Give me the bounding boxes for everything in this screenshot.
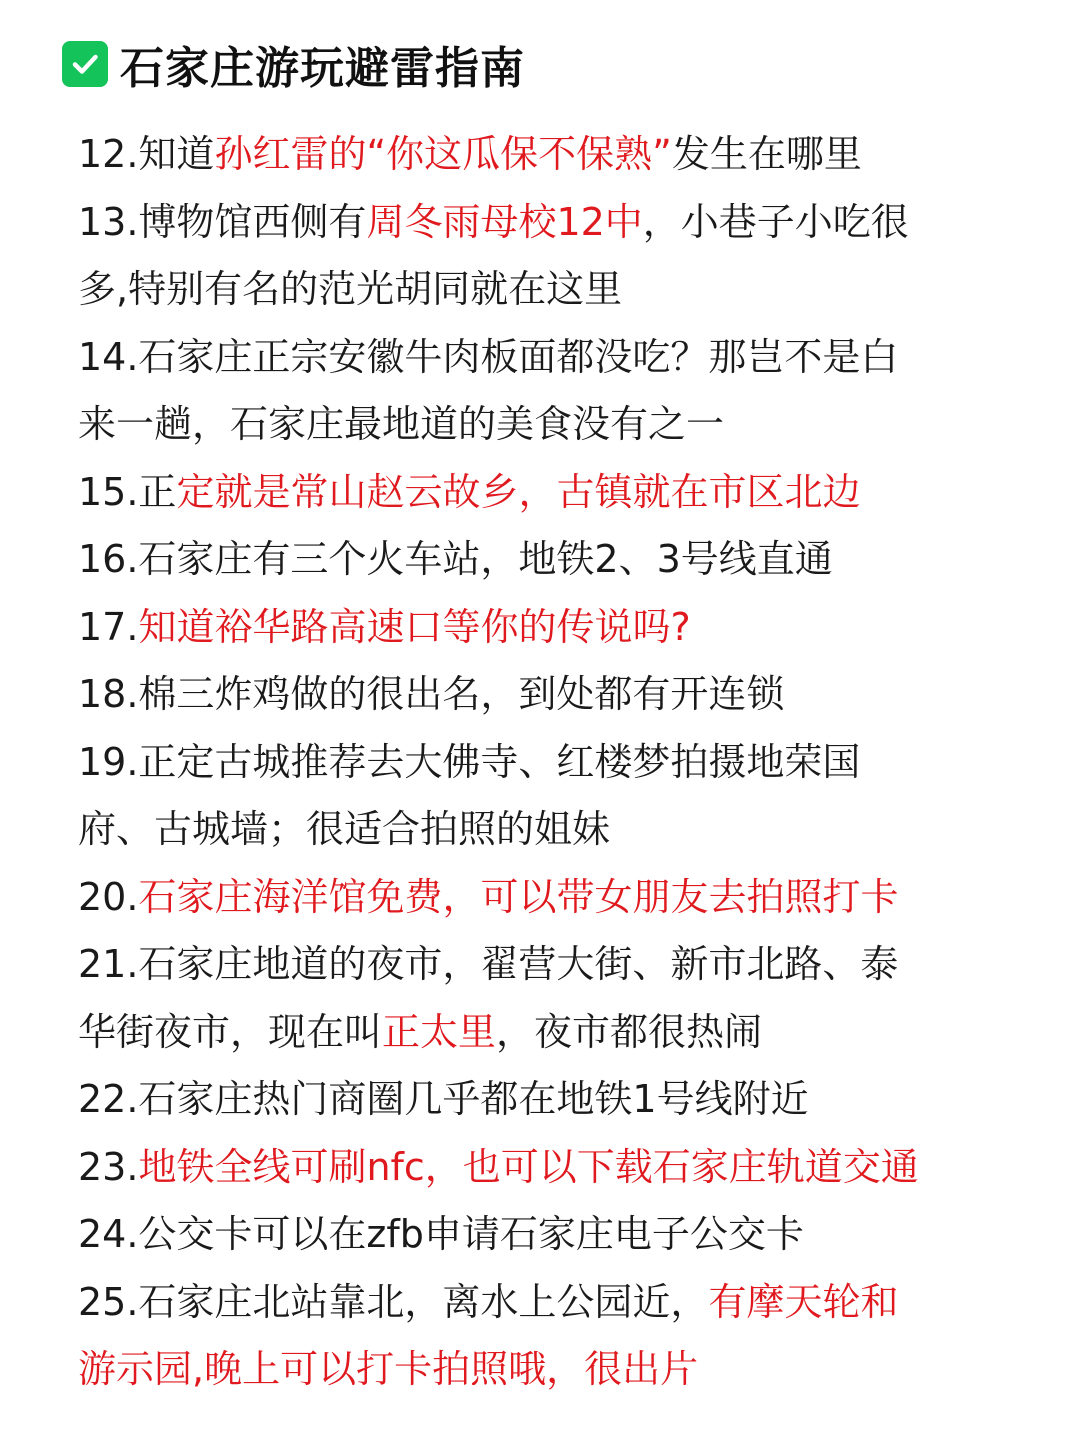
highlighted-text: 地铁全线可刷nfc，也可以下载石家庄轨道交通 xyxy=(138,1144,919,1189)
tip-line xyxy=(78,459,1013,527)
tip-text: 府、古城墙；很适合拍照的姐妹 xyxy=(78,807,611,851)
tip-text: 13.博物馆西侧有 xyxy=(78,199,367,244)
tip-line xyxy=(78,1269,1013,1337)
tip-text: ，小巷子小吃很 xyxy=(642,199,909,244)
tip-text: 发生在哪里 xyxy=(671,132,862,176)
tip-text: 20. xyxy=(78,874,139,919)
tip-line xyxy=(78,1201,1013,1269)
tip-text: 来一趟，石家庄最地道的美食没有之一 xyxy=(78,402,725,446)
tip-text: 23. xyxy=(78,1144,139,1189)
tip-text: 21.石家庄地道的夜市，翟营大街、新市北路、泰 xyxy=(78,942,899,986)
page-header xyxy=(62,34,525,94)
tip-line xyxy=(78,661,1013,729)
tip-line xyxy=(78,256,1013,324)
tip-text: 17. xyxy=(78,604,139,649)
tips-list xyxy=(78,121,1013,1404)
tip-text: 22.石家庄热门商圈几乎都在地铁1号线附近 xyxy=(78,1077,809,1121)
tip-text: 16.石家庄有三个火车站，地铁2、3号线直通 xyxy=(78,537,833,581)
tip-text: 12.知道 xyxy=(78,132,215,176)
tip-text: 华街夜市，现在叫 xyxy=(78,1009,383,1054)
tip-line xyxy=(78,931,1013,999)
highlighted-text: 石家庄海洋馆免费，可以带女朋友去拍照打卡 xyxy=(138,874,899,919)
highlighted-text: 正太里 xyxy=(382,1009,497,1054)
tip-line xyxy=(78,1134,1013,1202)
highlighted-text: 游示园,晚上可以打卡拍照哦，很出片 xyxy=(78,1347,699,1391)
highlighted-text: 定就是常山赵云故乡，古镇就在市区北边 xyxy=(176,469,861,514)
highlighted-text: 有摩天轮和 xyxy=(708,1279,899,1324)
page-title: 石家庄游玩避雷指南 xyxy=(120,43,525,94)
tip-line xyxy=(78,1066,1013,1134)
tip-text: 19.正定古城推荐去大佛寺、红楼梦拍摄地荣国 xyxy=(78,739,861,784)
tip-text: 15.正 xyxy=(78,469,177,514)
tip-text: ，夜市都很热闹 xyxy=(496,1009,763,1054)
tip-line xyxy=(78,796,1013,864)
tip-line xyxy=(78,189,1013,257)
tip-text: 24.公交卡可以在zfb申请石家庄电子公交卡 xyxy=(78,1212,804,1256)
tip-text: 18.棉三炸鸡做的很出名，到处都有开连锁 xyxy=(78,672,785,716)
tip-line xyxy=(78,526,1013,594)
check-mark-svg xyxy=(68,47,102,81)
tip-line xyxy=(78,121,1013,189)
tip-text: 多,特别有名的范光胡同就在这里 xyxy=(78,267,623,311)
tip-line xyxy=(78,391,1013,459)
tip-text: 14.石家庄正宗安徽牛肉板面都没吃？那岂不是白 xyxy=(78,334,899,379)
highlighted-text: 知道裕华路高速口等你的传说吗? xyxy=(138,604,691,649)
highlighted-text: 周冬雨母校12中 xyxy=(366,199,643,244)
tip-line xyxy=(78,1336,1013,1404)
highlighted-text: 孙红雷的“你这瓜保不保熟” xyxy=(214,132,672,176)
tip-text: 25.石家庄北站靠北，离水上公园近， xyxy=(78,1279,709,1324)
tip-line xyxy=(78,999,1013,1067)
tip-line xyxy=(78,729,1013,797)
tip-line xyxy=(78,594,1013,662)
tip-line xyxy=(78,324,1013,392)
check-icon xyxy=(62,41,108,87)
tip-line xyxy=(78,864,1013,932)
